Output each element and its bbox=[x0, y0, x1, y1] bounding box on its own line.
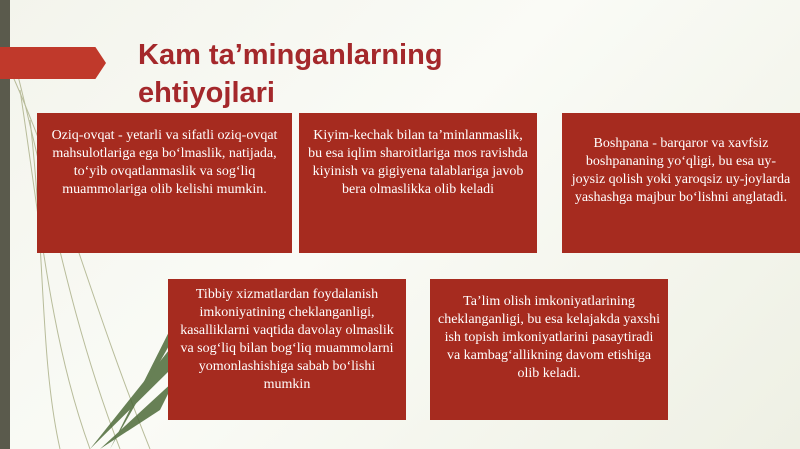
need-box-clothing bbox=[299, 113, 537, 253]
slide-title: Kam ta’minganlarning ehtiyojlari bbox=[138, 39, 443, 109]
need-box-education bbox=[430, 279, 668, 420]
need-box-shelter bbox=[562, 113, 800, 253]
need-text-clothing: Kiyim-kechak bilan ta’minlanmaslik, bu esa iqlim sharoitlariga mos ravishda kiyinish va gigiyena talablariga javob bera olmaslikka olib keladi bbox=[308, 128, 528, 197]
need-text-shelter: Boshpana - barqaror va xavfsiz boshpananing yo‘qligi, bu esa uy-joysiz qolish yoki yaroqsiz uy-joylarda yashashga majbur bo‘lishni anglatadi. bbox=[571, 136, 791, 205]
need-box-food bbox=[37, 113, 292, 253]
need-text-medical: Tibbiy xizmatlardan foydalanish imkoniyatining cheklanganligi, kasalliklarni vaqtida davolay olmaslik va sog‘liq bilan bog‘liq muammolarni yomonlashishiga sabab bo‘lishi mumkin bbox=[180, 287, 394, 392]
need-text-education: Ta’lim olish imkoniyatlarining cheklanganligi, bu esa kelajakda yaxshi ish topish imkoniyatlarini pasaytiradi va kambag‘allikning davom etishiga olib keladi. bbox=[438, 294, 660, 381]
need-text-food: Oziq-ovqat - yetarli va sifatli oziq-ovqat mahsulotlariga ega bo‘lmaslik, natijada, to‘yib ovqatlanmaslik va sog‘liq muammolariga olib kelishi mumkin. bbox=[51, 128, 278, 197]
need-box-medical bbox=[168, 279, 406, 420]
title-arrow bbox=[0, 47, 106, 79]
